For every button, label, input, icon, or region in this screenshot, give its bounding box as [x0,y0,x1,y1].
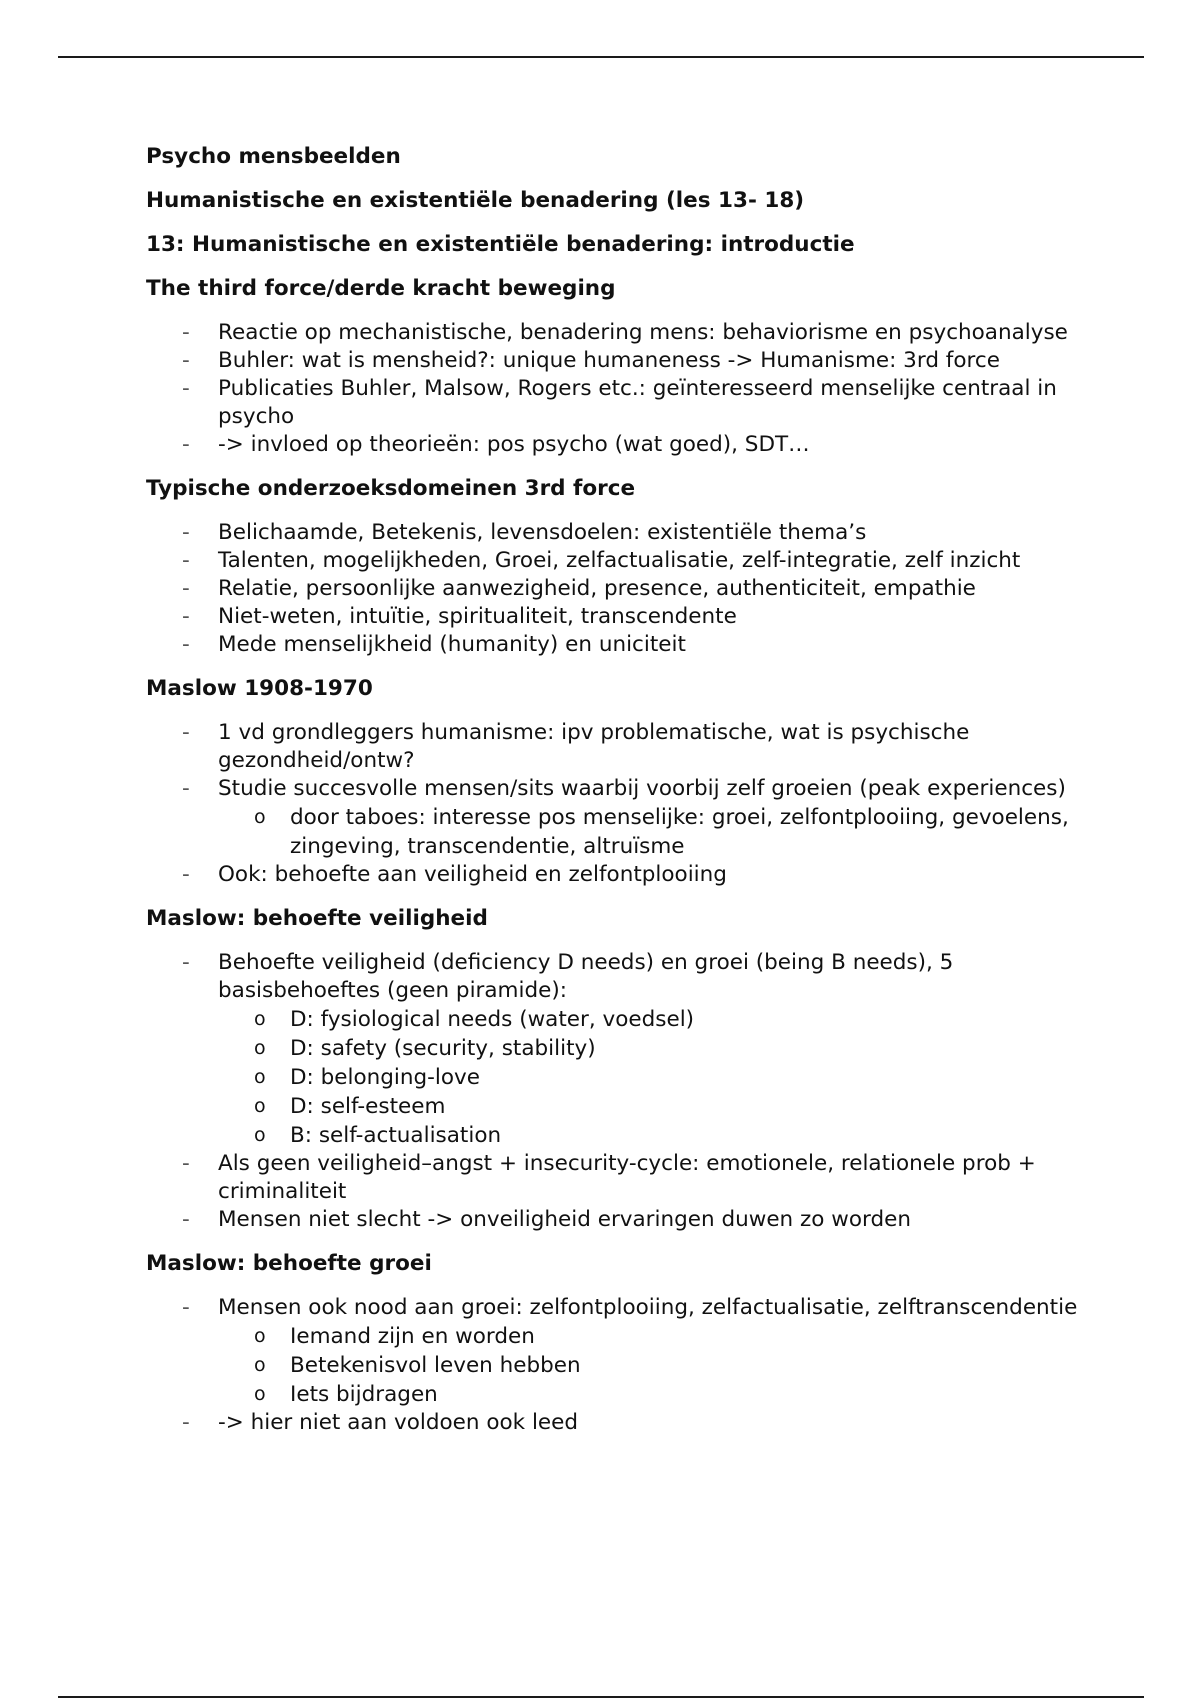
sub-list [218,1322,1086,1409]
dash-bullet-icon: - [182,632,190,657]
dash-bullet-icon: - [182,348,190,373]
sub-list-item [218,1063,1086,1092]
sub-list-item-text: D: belonging-love [290,1065,480,1090]
sections-container [146,275,1086,1437]
dash-bullet-icon: - [182,1410,190,1435]
list-item-text: Niet-weten, intuïtie, spiritualiteit, transcendente [218,604,737,629]
sub-list-item [218,1351,1086,1380]
list-item-text: Ook: behoefte aan veiligheid en zelfontplooiing [218,862,727,887]
sub-list-item [218,1005,1086,1034]
dash-bullet-icon: - [182,1207,190,1232]
sub-list [218,1005,1086,1150]
list-item [146,519,1086,547]
document-body [146,143,1086,1453]
bullet-list [146,719,1086,889]
list-item [146,375,1086,431]
section-heading: Typische onderzoeksdomeinen 3rd force [146,476,636,501]
dash-bullet-icon: - [182,376,190,401]
bullet-list [146,319,1086,459]
list-item [146,1294,1086,1409]
list-item-text: Mensen ook nood aan groei: zelfontplooiing, zelfactualisatie, zelftranscendentie [218,1295,1078,1320]
dash-bullet-icon: - [182,776,190,801]
list-item-text: Buhler: wat is mensheid?: unique humaneness -> Humanisme: 3rd force [218,348,1000,373]
list-item-text: -> hier niet aan voldoen ook leed [218,1410,579,1435]
dash-bullet-icon: - [182,432,190,457]
header-rule [58,56,1144,58]
section-heading: Maslow 1908-1970 [146,676,373,701]
dash-bullet-icon: - [182,320,190,345]
bullet-list [146,519,1086,659]
list-item [146,603,1086,631]
list-item-text: Behoefte veiligheid (deficiency D needs) en groei (being B needs), 5 basisbehoeftes (geen piramide): [218,950,954,1003]
list-item [146,431,1086,459]
list-item-text: Reactie op mechanistische, benadering mens: behaviorisme en psychoanalyse [218,320,1068,345]
list-item-text: Talenten, mogelijkheden, Groei, zelfactualisatie, zelf-integratie, zelf inzicht [218,548,1021,573]
circle-bullet-icon: o [254,1008,266,1030]
sub-list-item-text: door taboes: interesse pos menselijke: groei, zelfontplooiing, gevoelens, zingeving, transcendentie, altruïsme [290,805,1069,859]
list-item [146,1409,1086,1437]
circle-bullet-icon: o [254,1383,266,1405]
sub-list-item-text: Iemand zijn en worden [290,1324,535,1349]
sub-list-item [218,1034,1086,1063]
sub-list-item-text: D: safety (security, stability) [290,1036,596,1061]
dash-bullet-icon: - [182,1151,190,1176]
dash-bullet-icon: - [182,950,190,975]
dash-bullet-icon: - [182,548,190,573]
circle-bullet-icon: o [254,806,266,828]
list-item [146,861,1086,889]
sub-list-item-text: Betekenisvol leven hebben [290,1353,581,1378]
dash-bullet-icon: - [182,720,190,745]
list-item [146,1206,1086,1234]
dash-bullet-icon: - [182,1295,190,1320]
sub-list-item [218,1380,1086,1409]
list-item [146,547,1086,575]
list-item [146,1150,1086,1206]
list-item-text: Studie succesvolle mensen/sits waarbij voorbij zelf groeien (peak experiences) [218,776,1066,801]
sub-list-item [218,1322,1086,1351]
circle-bullet-icon: o [254,1095,266,1117]
list-item-text: Belichaamde, Betekenis, levensdoelen: existentiële thema’s [218,520,867,545]
circle-bullet-icon: o [254,1037,266,1059]
lesson-title: 13: Humanistische en existentiële benadering: introductie [146,232,855,257]
list-item-text: Publicaties Buhler, Malsow, Rogers etc.: geïnteresseerd menselijke centraal in psycho [218,376,1057,429]
list-item [146,347,1086,375]
sub-list-item [218,1092,1086,1121]
circle-bullet-icon: o [254,1124,266,1146]
sub-list-item-text: B: self-actualisation [290,1123,502,1148]
sub-list-item [218,1121,1086,1150]
sub-list-item-text: D: fysiological needs (water, voedsel) [290,1007,695,1032]
dash-bullet-icon: - [182,520,190,545]
list-item [146,575,1086,603]
bullet-list [146,1294,1086,1437]
list-item [146,319,1086,347]
list-item-text: -> invloed op theorieën: pos psycho (wat goed), SDT… [218,432,810,457]
list-item [146,775,1086,861]
section-heading: Maslow: behoefte veiligheid [146,906,488,931]
section-heading: Maslow: behoefte groei [146,1251,432,1276]
section-heading: The third force/derde kracht beweging [146,276,616,301]
circle-bullet-icon: o [254,1325,266,1347]
footer-rule [58,1696,1144,1698]
circle-bullet-icon: o [254,1354,266,1376]
list-item-text: Relatie, persoonlijke aanwezigheid, presence, authenticiteit, empathie [218,576,976,601]
sub-list-item-text: Iets bijdragen [290,1382,438,1407]
list-item [146,949,1086,1150]
list-item [146,631,1086,659]
dash-bullet-icon: - [182,862,190,887]
list-item-text: Als geen veiligheid–angst + insecurity-cycle: emotionele, relationele prob + criminaliteit [218,1151,1036,1204]
dash-bullet-icon: - [182,576,190,601]
document-title: Psycho mensbeelden [146,144,401,169]
list-item-text: 1 vd grondleggers humanisme: ipv problematische, wat is psychische gezondheid/ontw? [218,720,970,773]
circle-bullet-icon: o [254,1066,266,1088]
sub-list-item-text: D: self-esteem [290,1094,446,1119]
sub-list [218,803,1086,861]
list-item-text: Mensen niet slecht -> onveiligheid ervaringen duwen zo worden [218,1207,911,1232]
bullet-list [146,949,1086,1234]
sub-list-item [218,803,1086,861]
list-item-text: Mede menselijkheid (humanity) en uniciteit [218,632,686,657]
list-item [146,719,1086,775]
document-subtitle: Humanistische en existentiële benadering (les 13- 18) [146,188,805,213]
dash-bullet-icon: - [182,604,190,629]
